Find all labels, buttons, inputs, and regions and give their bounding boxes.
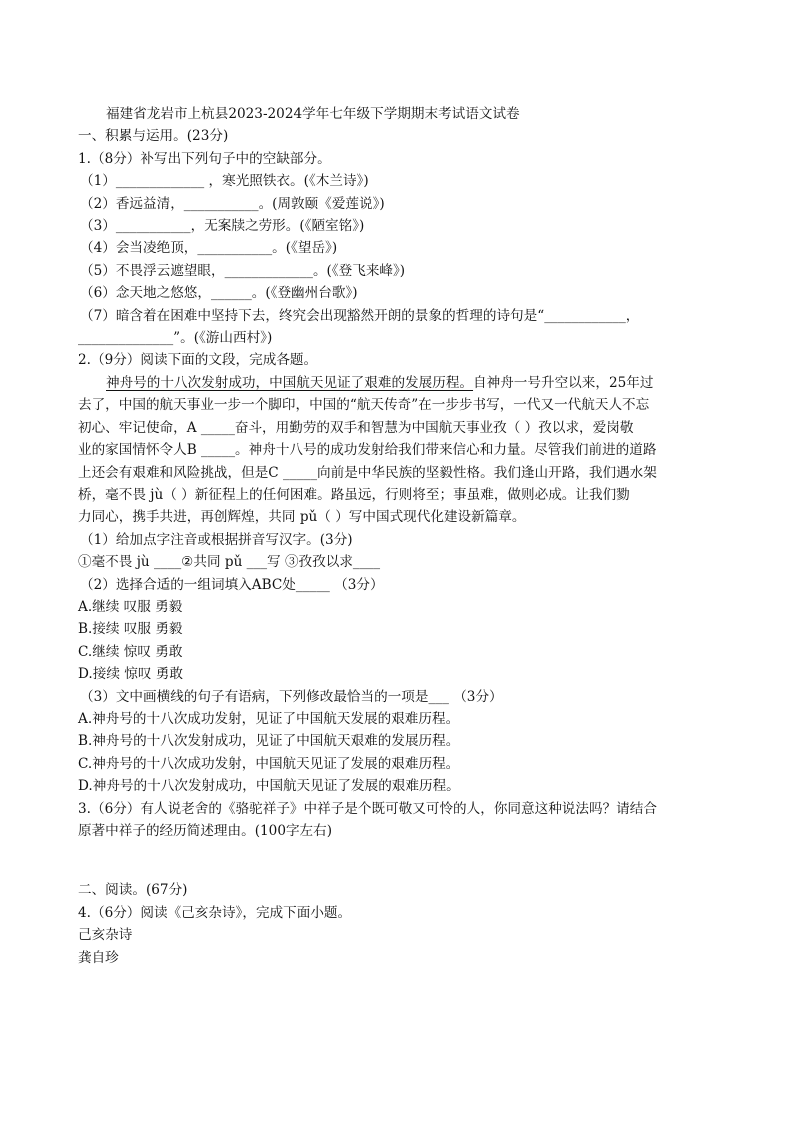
q2-sub2-option-c: C.继续 惊叹 勇敢 [78, 643, 183, 660]
q2-passage-line-1 [78, 372, 718, 394]
exam-title: 福建省龙岩市上杭县2023-2024学年七年级下学期期末考试语文试卷 [106, 106, 520, 122]
q2-sub2-stem: （2）选择合适的一组词填入ABC处_____ （3分） [80, 576, 384, 593]
q1-item-2: （2）香远益清，___________。(周敦颐《爱莲说》) [80, 195, 385, 212]
section-2-heading: 二、阅读。(67分) [78, 882, 188, 899]
q2-passage-line-2: 去了，中国的航天事业一步一个脚印，中国的“航天传奇”在一步步书写，一代又一代航天人不忘 [78, 397, 650, 414]
q1-stem: 1.（8分）补写出下列句子中的空缺部分。 [78, 150, 331, 167]
q3-line-2: 原著中祥子的经历简述理由。(100字左右) [78, 823, 333, 839]
q2-stem: 2.（9分）阅读下面的文段，完成各题。 [78, 352, 318, 369]
q1-item-3: （3）___________，无案牍之劳形。(《陋室铭》) [80, 218, 365, 235]
q2-passage-line-3: 初心、牢记使命，A _____奋斗，用勤劳的双手和智慧为中国航天事业孜（ ）孜以求，爱岗敬 [78, 419, 634, 436]
q2-sub1-stem: （1）给加点字注音或根据拼音写汉字。(3分) [80, 531, 353, 548]
q1-item-6: （6）念天地之悠悠，______。(《登幽州台歌》) [80, 285, 358, 302]
q4-stem: 4.（6分）阅读《己亥杂诗》，完成下面小题。 [78, 904, 352, 921]
q2-sub3-option-c: C.神舟号的十八次成功发射，中国航天见证了发展的艰难历程。 [78, 755, 460, 772]
q1-item-7-continued: ______________”。(《游山西村》) [78, 330, 273, 347]
q1-item-4: （4）会当凌绝顶，___________。(《望岳》) [80, 240, 338, 257]
q2-passage-line-4: 业的家国情怀令人B _____。神舟十八号的成功发射给我们带来信心和力量。尽管我们前进的道路 [78, 442, 657, 459]
answer-space [78, 842, 718, 879]
q2-passage-line-5: 上还会有艰难和风险挑战，但是C _____向前是中华民族的坚毅性格。我们逢山开路，我们遇水架 [78, 464, 657, 481]
q2-underlined-sentence: 神舟号的十八次发射成功，中国航天见证了艰难的发展历程。 [106, 374, 474, 391]
q1-item-1: （1）_____________ ，寒光照铁衣。(《木兰诗》) [80, 173, 369, 190]
section-1-heading: 一、积累与运用。(23分) [78, 128, 229, 145]
q2-passage-line-7: 力同心，携手共进，再创辉煌，共同 pǔ（ ）写中国式现代化建设新篇章。 [78, 509, 526, 526]
q2-sub2-option-d: D.接续 惊叹 勇敢 [78, 666, 183, 683]
q2-passage-line-1-rest: 自神舟一号升空以来，25年过 [473, 374, 654, 391]
poem-author: 龚自珍 [78, 949, 119, 966]
q1-item-7: （7）暗含着在困难中坚持下去，终究会出现豁然开朗的景象的哲理的诗句是“____________， [80, 307, 640, 324]
q3-line-1: 3.（6分）有人说老舍的《骆驼祥子》中祥子是个既可敬又可怜的人，你同意这种说法吗？请结合 [78, 800, 657, 817]
exam-content [78, 103, 718, 969]
poem-title: 己亥杂诗 [78, 927, 133, 944]
q2-sub3-stem: （3）文中画横线的句子有语病，下列修改最恰当的一项是___ （3分） [80, 688, 503, 705]
q2-sub3-option-b: B.神舟号的十八次发射成功，见证了中国航天艰难的发展历程。 [78, 733, 460, 750]
q1-item-5: （5）不畏浮云遮望眼，_____________。(《登飞来峰》) [80, 262, 406, 279]
q2-sub2-option-b: B.接续 叹服 勇毅 [78, 621, 183, 638]
q2-sub1-answer-line: ①毫不畏 jù ____②共同 pǔ ___写 ③孜孜以求____ [78, 554, 381, 571]
q2-sub2-option-a: A.继续 叹服 勇毅 [78, 598, 183, 615]
q2-passage-line-6: 桥，毫不畏 jù（ ）新征程上的任何困难。路虽远，行则将至；事虽难，做则必成。让我们勠 [78, 486, 630, 503]
q2-sub3-option-d: D.神舟号的十八次发射成功，中国航天见证了发展的艰难历程。 [78, 778, 460, 795]
q2-sub3-option-a: A.神舟号的十八次成功发射，见证了中国航天发展的艰难历程。 [78, 710, 460, 727]
